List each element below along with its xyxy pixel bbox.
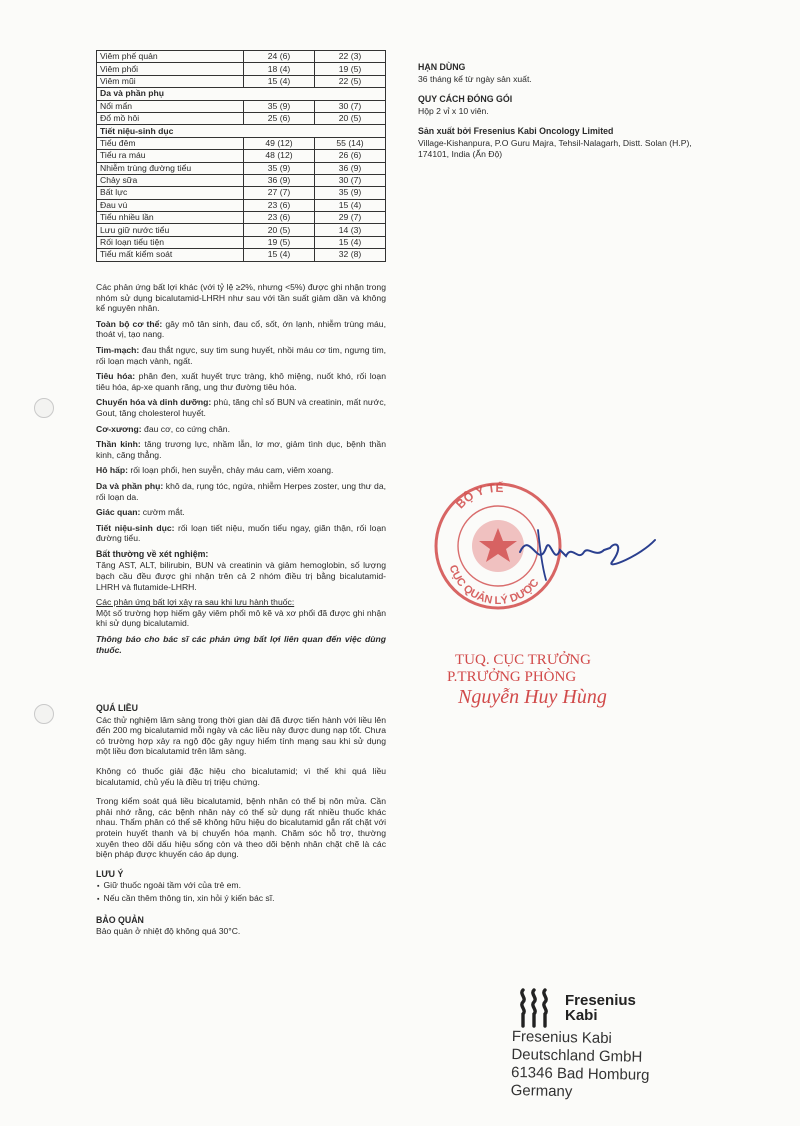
adverse-item-label: Chuyển hóa và dinh dưỡng:: [96, 397, 212, 408]
adverse-item-label: Tiêu hóa:: [96, 371, 136, 382]
table-row: [97, 75, 386, 87]
manufacturer-address: Village-Kishanpura, P.O Guru Majra, Tehsil-Nalagarh, Distt. Solan (H.P), 174101, India (Ấn Độ): [418, 137, 692, 159]
overdose-heading: QUÁ LIỀU: [96, 703, 139, 713]
lab-text: Tăng AST, ALT, bilirubin, BUN và creatinin và giảm hemoglobin, số lượng bạch cầu đều được ghi nhận trên cả 2 nhóm điều trị bằng bicalutamid-LHRH và flutamide-LHRH.: [96, 560, 386, 592]
punch-hole-top: [34, 398, 54, 418]
address-line: Germany: [510, 1081, 573, 1101]
table-row: [97, 150, 386, 162]
adverse-effects-table: [96, 50, 386, 262]
adverse-item: [96, 345, 386, 366]
adverse-item: [96, 319, 386, 340]
row-label: Đau vú: [97, 199, 244, 211]
row-value: 20 (5): [244, 224, 315, 236]
row-value: 27 (7): [244, 187, 315, 199]
adverse-item-text: tăng trương lực, nhầm lẫn, lơ mơ, giảm tình dục, bệnh thần kinh, căng thẳng.: [96, 439, 386, 460]
overdose-paragraph-1: Các thử nghiệm lâm sàng trong thời gian dài đã được tiến hành với liều lên đến 200 mg bicalutamid mỗi ngày và các liều này được dung nạp tốt. Chưa có trường hợp xảy ra ngộ độc gây nguy hiểm tính mạng sau khi sử dụng một liều đơn bicalutamid trên lâm sàng.: [96, 714, 386, 757]
adverse-item: [96, 424, 386, 435]
manufacturer-heading: Sản xuất bởi Fresenius Kabi Oncology Limited: [418, 126, 614, 137]
row-value: 36 (9): [244, 174, 315, 186]
caution-item: ▪ Giữ thuốc ngoài tầm với của trẻ em.: [106, 880, 386, 893]
address-line: Deutschland GmbH: [511, 1045, 643, 1066]
row-value: 18 (4): [244, 63, 315, 75]
adverse-item-text: đau cơ, co cứng chân.: [141, 423, 230, 434]
table-row: [97, 100, 386, 112]
row-label: Chảy sữa: [97, 174, 244, 186]
row-value: 15 (4): [244, 249, 315, 261]
adverse-item-text: khô da, rụng tóc, ngứa, nhiễm Herpes zoster, ung thư da, rối loạn da.: [96, 480, 386, 502]
table-row: [97, 112, 386, 124]
row-value: 26 (6): [315, 150, 386, 162]
address-line: Fresenius Kabi: [511, 1028, 613, 1048]
table-row: [97, 137, 386, 149]
row-value: 14 (3): [315, 224, 386, 236]
expiry-heading: HẠN DÙNG: [418, 62, 466, 72]
stamp-top-text: BỘ Y TẾ: [453, 480, 504, 512]
row-value: 19 (5): [315, 63, 386, 75]
row-label: Tiểu ra máu: [97, 150, 244, 162]
fresenius-logo-icon: [515, 986, 559, 1030]
stamp-bottom-text: CỤC QUẢN LÝ DƯỢC: [446, 563, 542, 608]
adverse-item: [96, 507, 386, 518]
row-value: 35 (9): [244, 100, 315, 112]
table-section-header: [97, 125, 386, 137]
adverse-item-label: Giác quan:: [96, 507, 141, 518]
row-value: 23 (6): [244, 199, 315, 211]
row-value: 35 (9): [244, 162, 315, 174]
adverse-item: [96, 439, 386, 460]
row-value: 15 (4): [315, 199, 386, 211]
row-value: 35 (9): [315, 187, 386, 199]
row-value: 23 (6): [244, 212, 315, 224]
row-label: Viêm phổi: [97, 63, 244, 75]
section-label: Da và phần phụ: [97, 88, 386, 100]
row-label: Nhiễm trùng đường tiểu: [97, 162, 244, 174]
official-stamp: [420, 470, 660, 630]
overdose-paragraph-2: Không có thuốc giải đặc hiệu cho bicalutamid; vì thế khi quá liều bicalutamid, chủ yếu là điều trị triệu chứng.: [96, 765, 386, 787]
caution-list: [96, 880, 386, 905]
row-value: 36 (9): [315, 162, 386, 174]
row-label: Tiểu đêm: [97, 137, 244, 149]
storage-heading: BẢO QUẢN: [96, 914, 144, 925]
row-value: 20 (5): [315, 112, 386, 124]
adverse-item-label: Tim-mạch:: [96, 344, 140, 355]
table-row: [97, 162, 386, 174]
row-value: 22 (5): [315, 75, 386, 87]
row-label: Tiểu nhiều lần: [97, 212, 244, 224]
row-label: Rối loạn tiểu tiện: [97, 236, 244, 248]
table-row: [97, 212, 386, 224]
right-column: [418, 62, 708, 159]
adverse-item-label: Da và phần phụ:: [96, 480, 164, 491]
logo-text-fresenius: Fresenius: [565, 992, 636, 1009]
adverse-item-text: rối loạn tiết niệu, muốn tiểu ngay, giãn thận, rối loạn đường tiểu.: [96, 522, 386, 544]
adverse-item-label: Cơ-xương:: [96, 423, 142, 434]
row-value: 55 (14): [315, 137, 386, 149]
logo-text-kabi: Kabi: [565, 1007, 598, 1024]
table-row: [97, 63, 386, 75]
adverse-item-label: Tiết niệu-sinh dục:: [96, 522, 175, 533]
row-value: 30 (7): [315, 174, 386, 186]
overdose-paragraph-3: Trong kiểm soát quá liều bicalutamid, bệnh nhân có thể bị nôn mửa. Cần phải nhớ rằng, các bệnh nhân này có thể sử dụng rất nhiều thuốc khác nhau. Thẩm phân có thể sẽ không hữu hiệu do bicalutamid gắn rất chặt với protein huyết thanh và bị chuyển hóa mạnh. Chăm sóc hỗ trợ, thường xuyên theo dõi dấu hiệu sống còn và theo dõi bệnh nhân chặt chẽ là các biện pháp được khuyến cáo áp dụng.: [96, 796, 386, 860]
adverse-item-label: Toàn bộ cơ thể:: [96, 318, 163, 329]
overdose-section: [96, 703, 386, 942]
post-marketing-text: Một số trường hợp hiếm gây viêm phổi mô kẽ và xơ phổi đã được ghi nhận khi sử dụng bicalutamid.: [96, 607, 386, 629]
row-value: 19 (5): [244, 236, 315, 248]
row-value: 24 (6): [244, 51, 315, 63]
row-label: Bất lực: [97, 187, 244, 199]
adverse-item-label: Hô hấp:: [96, 465, 128, 476]
row-value: 15 (4): [244, 75, 315, 87]
row-value: 15 (4): [315, 236, 386, 248]
table-section-header: [97, 88, 386, 100]
table-row: [97, 51, 386, 63]
table-row: [97, 249, 386, 261]
expiry-text: 36 tháng kể từ ngày sản xuất.: [418, 73, 532, 84]
signature-title-2: P.TRƯỞNG PHÒNG: [447, 669, 577, 685]
post-marketing-heading: Các phản ứng bất lợi xảy ra sau khi lưu hành thuốc:: [96, 597, 295, 608]
adverse-items-list: [96, 319, 386, 544]
adverse-item: [96, 481, 386, 502]
row-value: 25 (6): [244, 112, 315, 124]
row-label: Viêm mũi: [97, 75, 244, 87]
row-value: 32 (8): [315, 249, 386, 261]
notify-doctor-text: Thông báo cho bác sĩ các phản ứng bất lợi liên quan đến việc dùng thuốc.: [96, 634, 386, 655]
signer-name: Nguyễn Huy Hùng: [458, 686, 607, 708]
caution-heading: LƯU Ý: [96, 868, 124, 879]
row-value: 30 (7): [315, 100, 386, 112]
table-row: [97, 224, 386, 236]
fresenius-kabi-logo: [515, 986, 665, 1032]
row-value: 22 (3): [315, 51, 386, 63]
storage-text: Bảo quản ở nhiệt độ không quá 30°C.: [96, 926, 241, 937]
adverse-item-text: phù, tăng chỉ số BUN và creatinin, mất nước, Gout, tăng cholesterol huyết.: [96, 397, 386, 418]
caution-item: ▪ Nếu cần thêm thông tin, xin hỏi ý kiến bác sĩ.: [106, 893, 386, 906]
section-label: Tiết niệu-sinh dục: [97, 125, 386, 137]
adverse-item-text: phân đen, xuất huyết trực tràng, khô miệng, nuốt khó, rối loạn tiêu hóa, áp-xe quanh răng, ung thư đường tiêu hóa.: [96, 371, 386, 392]
adverse-item-text: gây mô tân sinh, đau cổ, sốt, ớn lạnh, nhiễm trùng máu, thoát vị, tạo nang.: [96, 318, 386, 340]
row-label: Đổ mồ hôi: [97, 112, 244, 124]
row-value: 48 (12): [244, 150, 315, 162]
adverse-item: [96, 465, 386, 476]
adverse-item: [96, 371, 386, 392]
left-text-block: [96, 282, 386, 660]
table-row: [97, 199, 386, 211]
adverse-item-text: đau thắt ngực, suy tim sung huyết, nhồi máu cơ tim, ngưng tim, rối loạn mạch vành, ngất.: [96, 344, 386, 366]
adverse-effects-table-wrapper: [96, 50, 386, 262]
table-row: [97, 236, 386, 248]
punch-hole-bottom: [34, 704, 54, 724]
table-row: [97, 187, 386, 199]
adverse-item-label: Thần kinh:: [96, 439, 141, 450]
adverse-item-text: rối loạn phổi, hen suyễn, chảy máu cam, viêm xoang.: [127, 465, 334, 476]
adverse-item-text: cườm mắt.: [140, 507, 185, 518]
adverse-item: [96, 523, 386, 544]
row-label: Viêm phế quản: [97, 51, 244, 63]
signature-title-1: TUQ. CỤC TRƯỞNG: [455, 652, 591, 668]
adverse-item: [96, 397, 386, 418]
row-label: Nổi mẩn: [97, 100, 244, 112]
lab-heading: Bất thường về xét nghiệm:: [96, 548, 209, 559]
row-label: Lưu giữ nước tiểu: [97, 224, 244, 236]
table-row: [97, 174, 386, 186]
intro-paragraph: Các phản ứng bất lợi khác (với tỷ lệ ≥2%, nhưng <5%) được ghi nhận trong nhóm sử dụng bicalutamid-LHRH như sau với tần suất giảm dần và không kể nguyên nhân.: [96, 282, 386, 314]
row-label: Tiểu mất kiểm soát: [97, 249, 244, 261]
row-value: 49 (12): [244, 137, 315, 149]
pack-text: Hộp 2 vỉ x 10 viên.: [418, 105, 489, 116]
fresenius-address-stamp: [510, 1028, 650, 1103]
row-value: 29 (7): [315, 212, 386, 224]
address-line: 61346 Bad Homburg: [510, 1063, 650, 1084]
pack-heading: QUY CÁCH ĐÓNG GÓI: [418, 94, 513, 105]
